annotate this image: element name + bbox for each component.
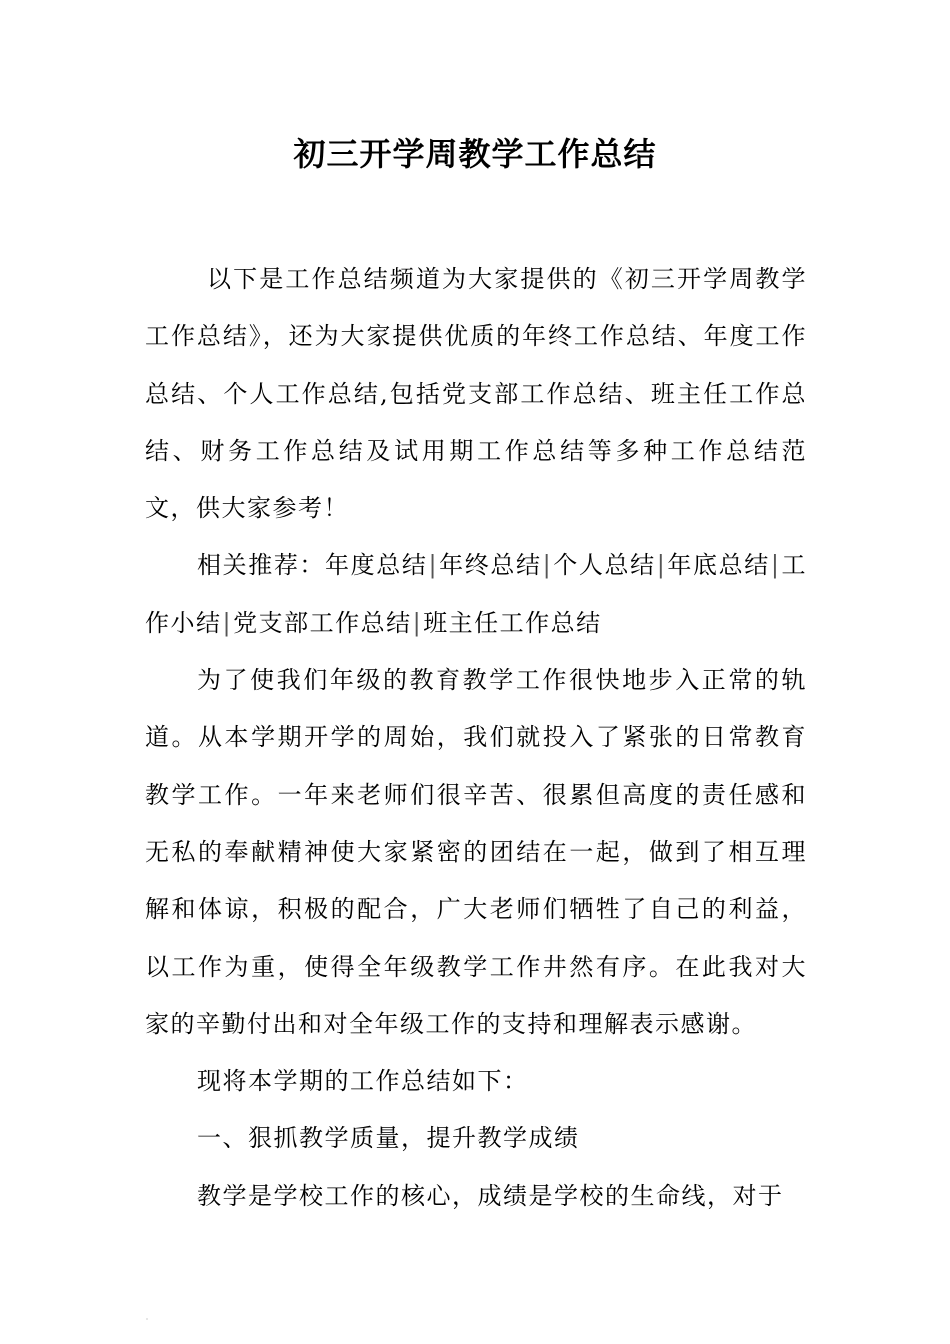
recommend-link-year-end[interactable]: 年终总结 — [439, 551, 542, 580]
separator: | — [770, 551, 781, 580]
body-paragraph-2: 现将本学期的工作总结如下： — [197, 1067, 529, 1096]
recommend-link-personal[interactable]: 个人总结 — [553, 551, 656, 580]
separator: | — [656, 551, 667, 580]
intro-paragraph: 以下是工作总结频道为大家提供的《初三开学周教学工作总结》，还为大家提供优质的年终工作总结、年度工作总结、个人工作总结,包括党支部工作总结、班主任工作总结、财务工作总结及试用期工作总结等多种工作总结范文，供大家参考！ — [145, 265, 807, 523]
separator: | — [542, 551, 553, 580]
recommend-link-head-teacher[interactable]: 班主任工作总结 — [423, 608, 602, 637]
page-mark — [146, 1318, 148, 1320]
separator: | — [428, 551, 439, 580]
recommend-link-annual[interactable]: 年度总结 — [325, 551, 428, 580]
recommend-label: 相关推荐： — [197, 551, 326, 580]
document-title: 初三开学周教学工作总结 — [293, 135, 657, 173]
recommend-link-brief[interactable]: 工作小结 — [145, 551, 808, 637]
separator: | — [222, 608, 233, 637]
recommendation-paragraph — [145, 537, 807, 652]
separator: | — [412, 608, 423, 637]
section-heading-1: 一、狠抓教学质量，提升教学成绩 — [197, 1124, 580, 1153]
recommend-link-year-bottom[interactable]: 年底总结 — [667, 551, 770, 580]
document-body — [145, 251, 807, 1225]
recommend-link-party-branch[interactable]: 党支部工作总结 — [233, 608, 412, 637]
body-paragraph-3: 教学是学校工作的核心，成绩是学校的生命线，对于 — [197, 1181, 784, 1210]
body-paragraph-1: 为了使我们年级的教育教学工作很快地步入正常的轨道。从本学期开学的周始，我们就投入了紧张的日常教育教学工作。一年来老师们很辛苦、很累但高度的责任感和无私的奉献精神使大家紧密的团结在一起，做到了相互理解和体谅，积极的配合，广大老师们牺牲了自己的利益，以工作为重，使得全年级教学工作井然有序。在此我对大家的辛勤付出和对全年级工作的支持和理解表示感谢。 — [145, 666, 807, 1038]
